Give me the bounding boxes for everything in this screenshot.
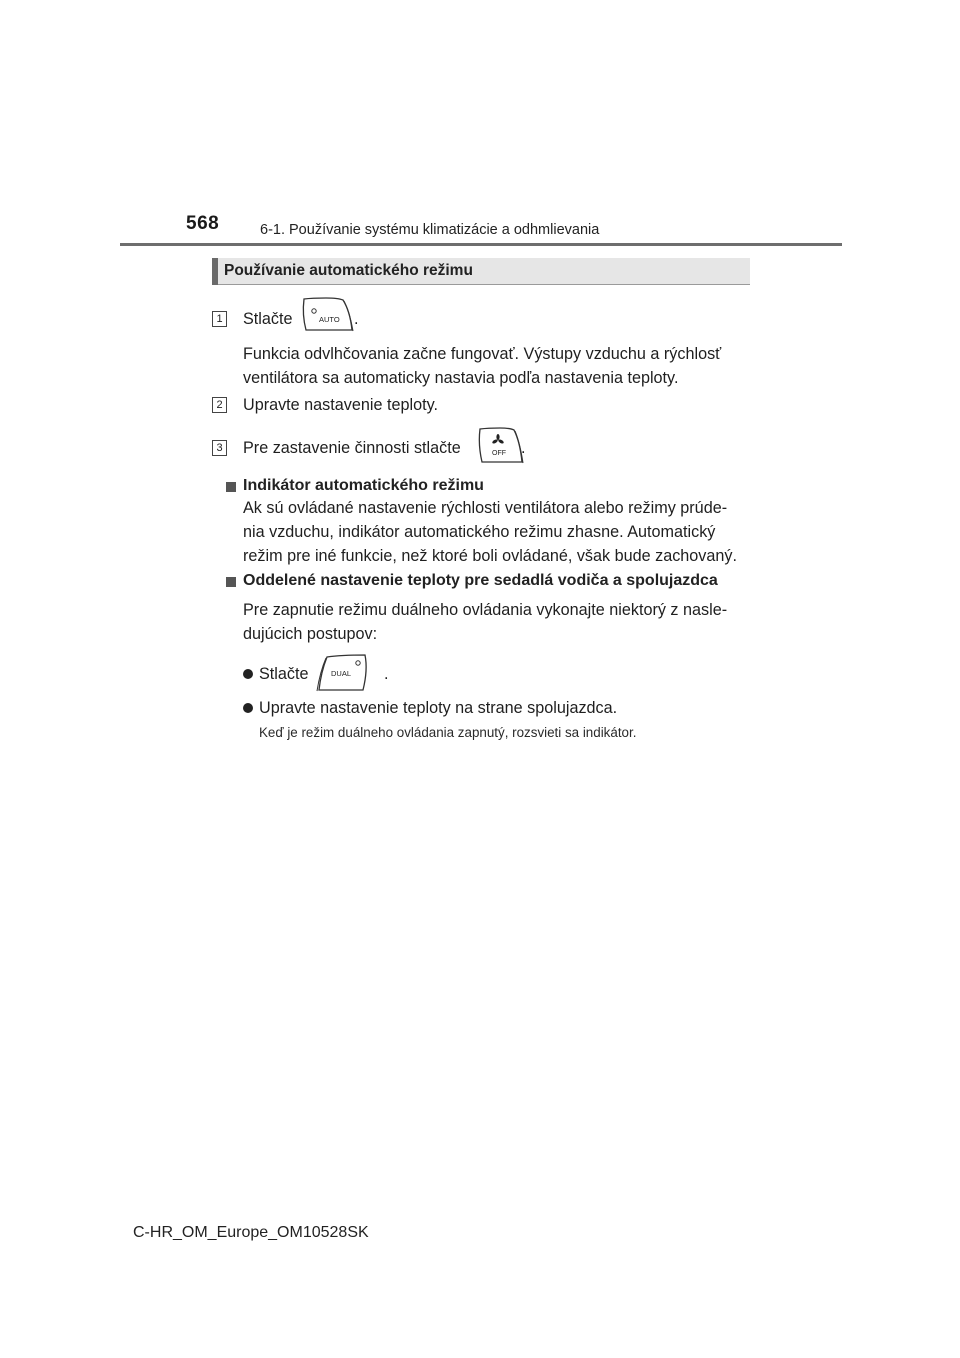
bullet-dot: [243, 703, 253, 713]
dual-note: Keď je režim duálneho ovládania zapnutý, rozsvieti sa indikátor.: [259, 725, 637, 740]
indicator-line-3: režim pre iné funkcie, než ktoré boli ovládané, však bude zachovaný.: [243, 547, 737, 565]
document-code: C-HR_OM_Europe_OM10528SK: [133, 1224, 369, 1241]
step-number-3: 3: [212, 440, 227, 456]
chapter-title: 6-1. Používanie systému klimatizácie a odhmlievania: [260, 222, 600, 238]
auto-button-label: AUTO: [319, 315, 340, 324]
indicator-line-2: nia vzduchu, indikátor automatického režimu zhasne. Automatický: [243, 523, 716, 541]
heading-square-marker: [226, 577, 236, 587]
dual-bullet-1-period: .: [384, 665, 389, 683]
fan-off-button-icon: [474, 427, 524, 465]
page-number: 568: [186, 213, 220, 234]
dual-heading: Oddelené nastavenie teploty pre sedadlá vodiča a spolujazdca: [243, 572, 718, 589]
step-number-1: 1: [212, 311, 227, 327]
heading-square-marker: [226, 482, 236, 492]
indicator-heading: Indikátor automatického režimu: [243, 477, 484, 494]
auto-button-icon: [298, 297, 354, 333]
section-accent: [212, 258, 218, 285]
dual-bullet-2-text: Upravte nastavenie teploty na strane spolujazdca.: [259, 699, 618, 717]
step-1-period: .: [354, 310, 359, 328]
indicator-line-1: Ak sú ovládané nastavenie rýchlosti ventilátora alebo režimy prúde-: [243, 499, 728, 517]
bullet-dot: [243, 669, 253, 679]
dual-line-2: dujúcich postupov:: [243, 625, 378, 643]
step-1-text: Stlačte: [243, 310, 293, 328]
step-1-detail-line-2: ventilátora sa automaticky nastavia podľa nastavenia teploty.: [243, 369, 679, 387]
section-title: Používanie automatického režimu: [224, 262, 473, 279]
step-3-period: .: [521, 439, 526, 457]
off-button-label: OFF: [492, 450, 506, 457]
step-number-2: 2: [212, 397, 227, 413]
dual-button-label: DUAL: [331, 669, 352, 678]
header-divider: [120, 243, 842, 246]
step-3-text: Pre zastavenie činnosti stlačte: [243, 439, 461, 457]
dual-button-icon: [315, 654, 375, 692]
dual-bullet-1-text: Stlačte: [259, 665, 309, 683]
dual-line-1: Pre zapnutie režimu duálneho ovládania vykonajte niektorý z nasle-: [243, 601, 728, 619]
section-heading-bar: [212, 258, 750, 285]
step-1-detail-line-1: Funkcia odvlhčovania začne fungovať. Výstupy vzduchu a rýchlosť: [243, 345, 722, 363]
step-2-text: Upravte nastavenie teploty.: [243, 396, 438, 414]
